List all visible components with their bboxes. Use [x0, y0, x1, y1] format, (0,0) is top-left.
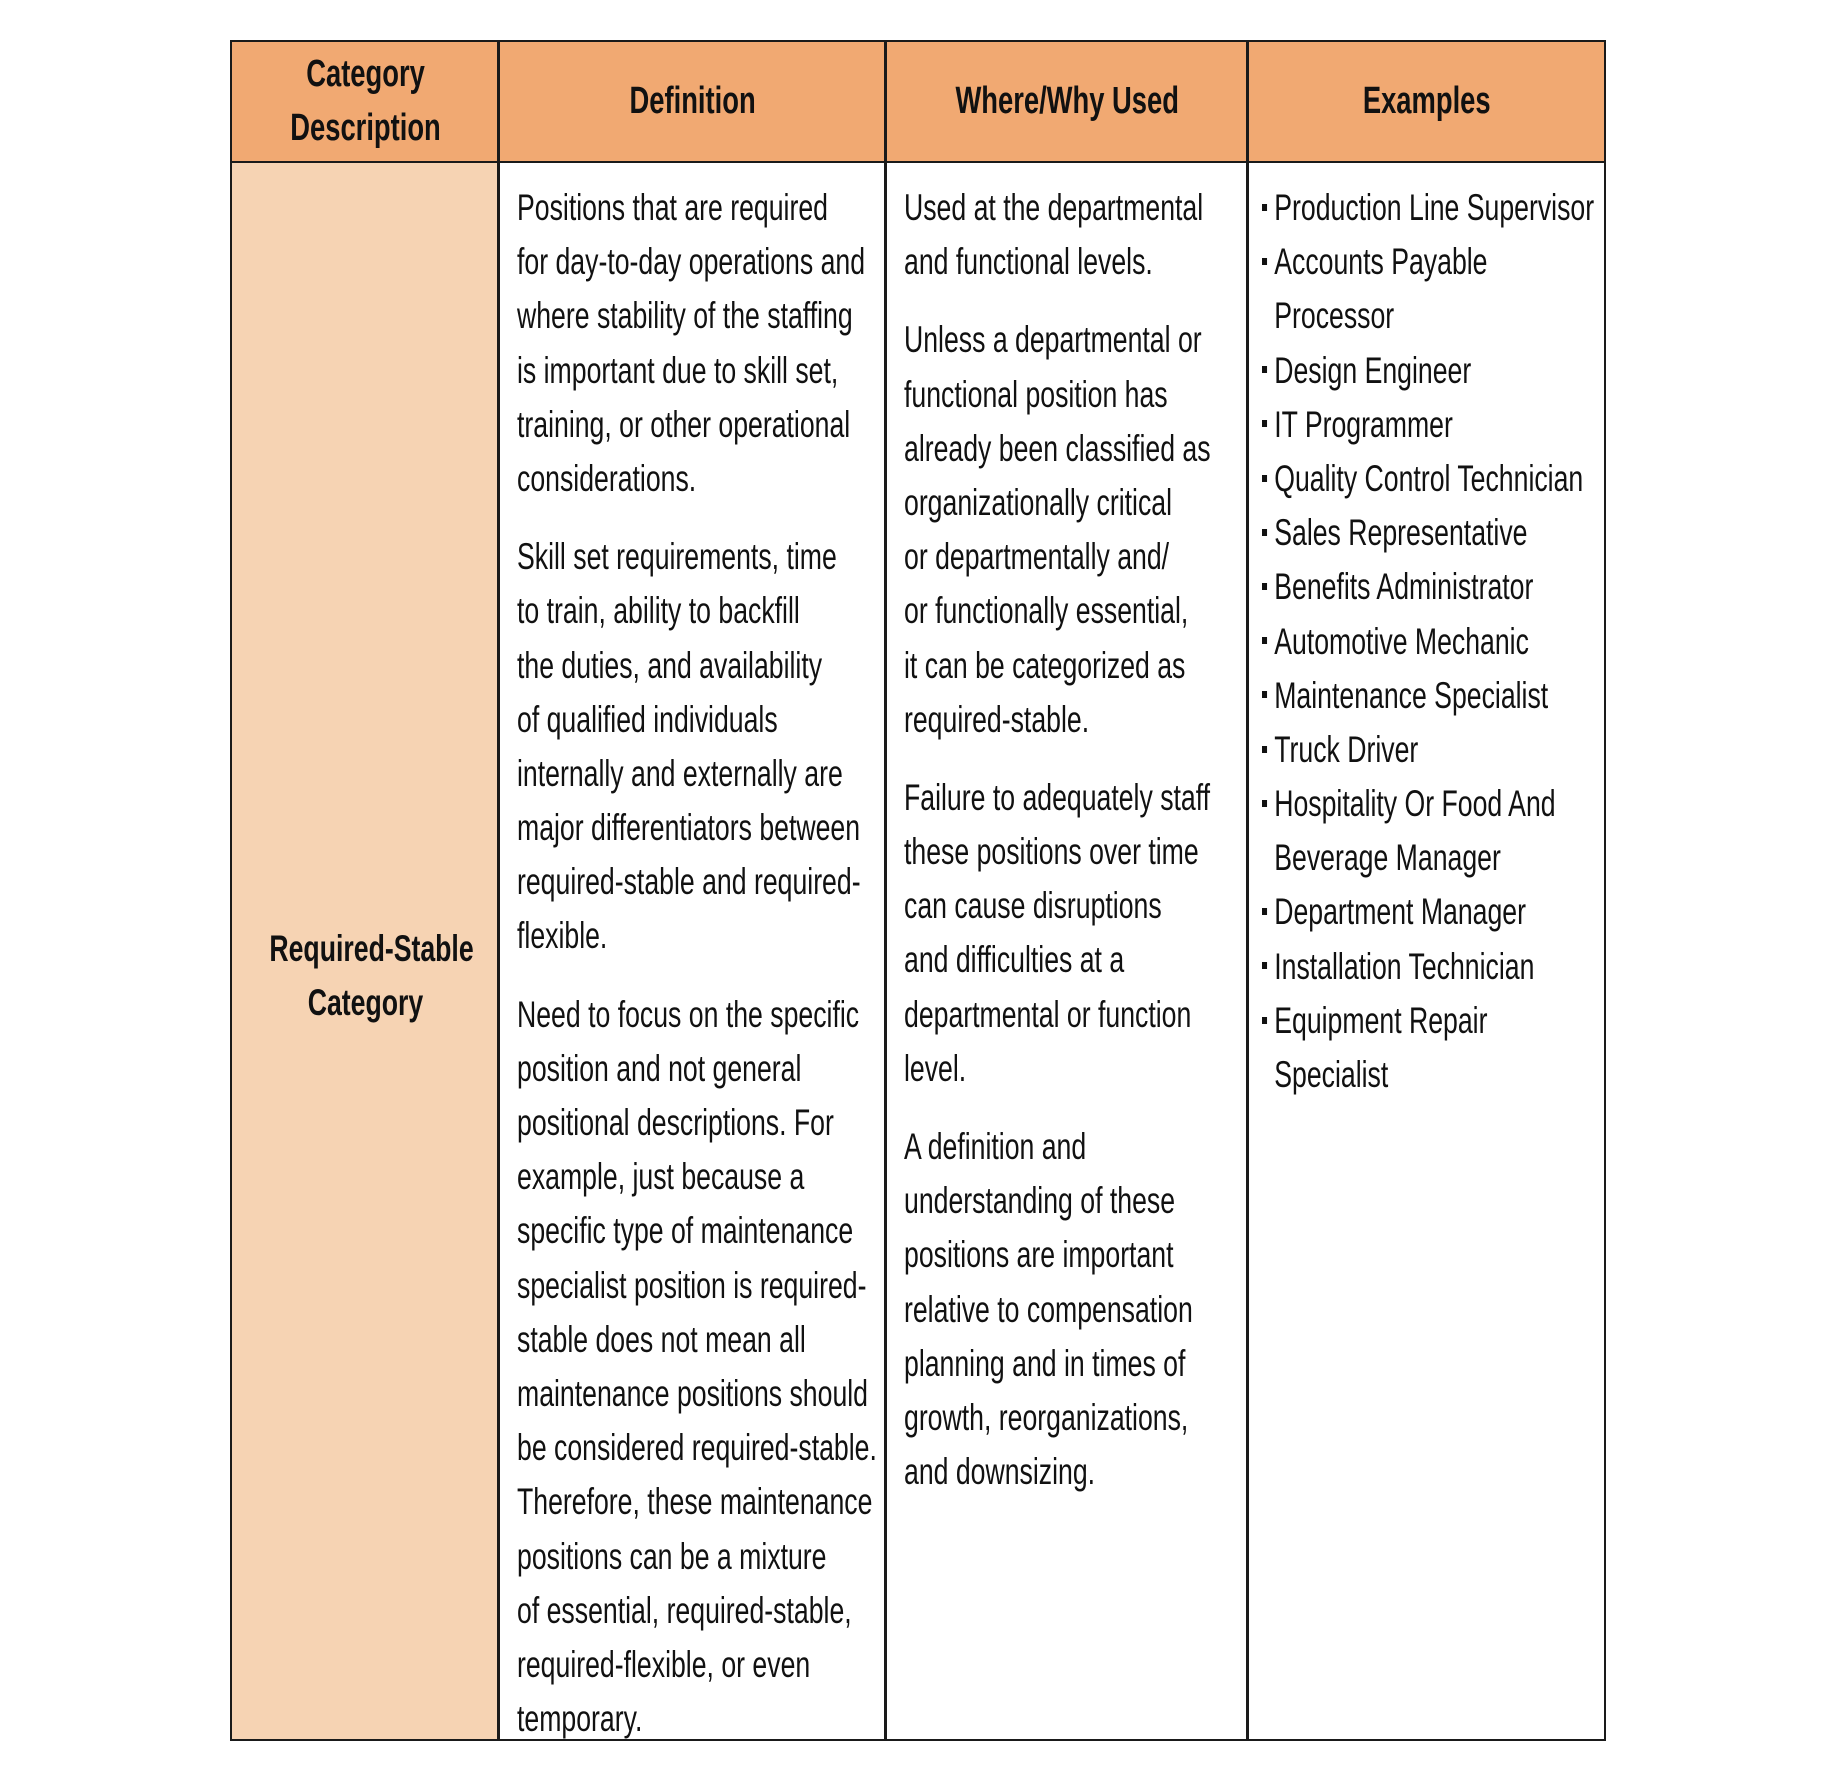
where-why-paragraph	[904, 313, 1211, 747]
definition-line: training, or other operational	[517, 403, 851, 445]
where-why-line: required-stable.	[904, 698, 1090, 740]
bullet-icon	[1262, 475, 1267, 482]
example-item	[1262, 452, 1594, 506]
where-why-line: functional position has	[904, 373, 1168, 415]
example-text: Truck Driver	[1274, 728, 1419, 770]
example-text: Benefits Administrator	[1274, 566, 1534, 608]
example-item	[1262, 398, 1594, 452]
where-why-line: or functionally essential,	[904, 590, 1189, 632]
definition-line: position and not general	[517, 1047, 802, 1089]
example-text: Hospitality Or Food And	[1274, 783, 1556, 825]
definition-line: stable does not mean all	[517, 1318, 806, 1360]
where-why-line: already been classified as	[904, 427, 1211, 469]
example-item	[1262, 777, 1594, 885]
where-why-line: these positions over time	[904, 831, 1199, 873]
definition-line: for day-to-day operations and	[517, 241, 866, 283]
definition-line: where stability of the staffing	[517, 295, 853, 337]
where-why-paragraph	[904, 771, 1211, 1096]
definition-line: of essential, required-stable,	[517, 1589, 852, 1631]
bullet-icon	[1262, 583, 1267, 590]
where-why-line: and downsizing.	[904, 1451, 1096, 1493]
bullet-icon	[1262, 204, 1267, 211]
example-text: Equipment Repair	[1274, 999, 1488, 1041]
definition-line: positions can be a mixture	[517, 1535, 827, 1577]
definition-line: required-stable and required-	[517, 861, 861, 903]
example-text: Maintenance Specialist	[1274, 674, 1549, 716]
bullet-icon	[1262, 908, 1267, 915]
category-line1: Required-Stable	[269, 928, 474, 969]
definition-line: specific type of maintenance	[517, 1210, 854, 1252]
examples-list	[1262, 181, 1594, 1102]
examples-cell	[1262, 163, 1723, 1102]
category-label	[232, 922, 499, 1030]
definition-line: specialist position is required-	[517, 1264, 867, 1306]
example-item	[1262, 560, 1594, 614]
header-where-why-label: Where/Why Used	[955, 80, 1179, 122]
definition-line: internally and externally are	[517, 752, 843, 794]
example-item	[1262, 344, 1594, 398]
example-text: Specialist	[1274, 1054, 1389, 1095]
example-text: Automotive Mechanic	[1274, 620, 1529, 662]
definition-paragraph	[517, 181, 877, 506]
bullet-icon	[1262, 746, 1267, 753]
where-why-line: and functional levels.	[904, 241, 1153, 283]
definition-line: considerations.	[517, 457, 697, 499]
where-why-line: it can be categorized as	[904, 644, 1186, 686]
where-why-line: or departmentally and/	[904, 536, 1170, 578]
where-why-line: level.	[904, 1047, 967, 1089]
example-item	[1262, 615, 1594, 669]
definition-line: major differentiators between	[517, 807, 861, 849]
bullet-icon	[1262, 691, 1267, 698]
example-item	[1262, 669, 1594, 723]
where-why-line: positions are important	[904, 1234, 1174, 1276]
example-text: Department Manager	[1274, 891, 1526, 933]
example-text: Installation Technician	[1274, 945, 1535, 987]
header-where-why-used	[886, 42, 1248, 160]
definition-line: maintenance positions should	[517, 1372, 868, 1414]
example-item	[1262, 723, 1594, 777]
example-item	[1262, 235, 1594, 343]
category-table	[230, 40, 1606, 1741]
where-why-line: organizationally critical	[904, 481, 1173, 523]
definition-line: positional descriptions. For	[517, 1102, 834, 1143]
where-why-line: Failure to adequately staff	[904, 776, 1211, 818]
category-line2: Category	[307, 982, 424, 1023]
example-item	[1262, 181, 1594, 235]
example-text: Beverage Manager	[1274, 837, 1501, 879]
bullet-icon	[1262, 366, 1267, 373]
definition-line: flexible.	[517, 915, 608, 957]
where-why-line: can cause disruptions	[904, 885, 1162, 927]
where-why-line: A definition and	[904, 1126, 1087, 1167]
example-text: Sales Representative	[1274, 512, 1528, 554]
definition-paragraph	[517, 530, 877, 964]
where-why-line: Unless a departmental or	[904, 319, 1202, 361]
bullet-icon	[1262, 1017, 1267, 1024]
definition-line: required-flexible, or even	[517, 1643, 811, 1685]
header-category-description	[232, 42, 499, 160]
where-why-line: planning and in times of	[904, 1342, 1186, 1384]
definition-line: Therefore, these maintenance	[517, 1481, 873, 1523]
column-divider	[497, 42, 500, 1739]
bullet-icon	[1262, 962, 1267, 969]
header-examples	[1248, 42, 1605, 160]
header-category-line1: Category	[306, 53, 425, 95]
definition-line: Need to focus on the specific	[517, 993, 860, 1035]
header-definition	[499, 42, 886, 160]
table-header-row	[232, 42, 1604, 163]
where-why-line: understanding of these	[904, 1180, 1176, 1222]
where-why-paragraph	[904, 1120, 1211, 1499]
definition-line: temporary.	[517, 1698, 643, 1740]
example-text: Processor	[1274, 295, 1395, 337]
example-item	[1262, 940, 1594, 994]
bullet-icon	[1262, 258, 1267, 265]
definition-line: of qualified individuals	[517, 698, 778, 740]
where-why-line: departmental or function	[904, 993, 1192, 1035]
definition-line: example, just because a	[517, 1156, 805, 1198]
bullet-icon	[1262, 529, 1267, 536]
header-category-line2: Description	[290, 107, 441, 149]
definition-line: Skill set requirements, time	[517, 536, 837, 578]
definition-line: the duties, and availability	[517, 644, 823, 686]
bullet-icon	[1262, 637, 1267, 644]
example-item	[1262, 994, 1594, 1102]
definition-paragraph	[517, 988, 877, 1747]
example-text: Quality Control Technician	[1274, 457, 1584, 499]
header-examples-label: Examples	[1362, 80, 1491, 122]
example-text: Production Line Supervisor	[1274, 187, 1595, 228]
header-definition-label: Definition	[629, 80, 756, 122]
definition-line: Positions that are required	[517, 187, 828, 228]
example-text: Design Engineer	[1274, 349, 1472, 391]
example-item	[1262, 885, 1594, 939]
definition-text	[517, 181, 877, 1746]
definition-line: to train, ability to backfill	[517, 590, 800, 632]
example-item	[1262, 506, 1594, 560]
bullet-icon	[1262, 800, 1267, 807]
example-text: Accounts Payable	[1274, 241, 1488, 283]
bullet-icon	[1262, 420, 1267, 427]
where-why-line: growth, reorganizations,	[904, 1396, 1189, 1438]
definition-line: be considered required-stable.	[517, 1427, 877, 1469]
where-why-text	[904, 181, 1211, 1499]
example-text: IT Programmer	[1274, 403, 1453, 445]
definition-line: is important due to skill set,	[517, 349, 839, 391]
where-why-paragraph	[904, 181, 1211, 289]
where-why-line: Used at the departmental	[904, 187, 1204, 228]
where-why-line: and difficulties at a	[904, 939, 1125, 981]
where-why-line: relative to compensation	[904, 1288, 1193, 1330]
